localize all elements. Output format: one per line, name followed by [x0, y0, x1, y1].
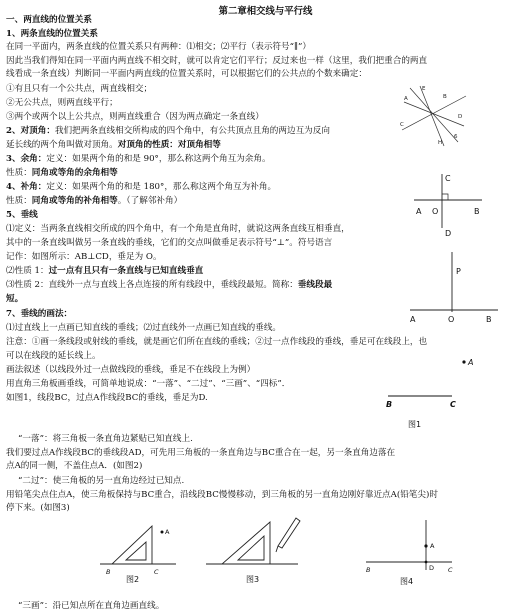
s5-prop1: 过一点有且只有一条直线与已知直线垂直 — [48, 266, 204, 276]
line-4 — [410, 88, 458, 142]
yi-line3: 点A的同一侧，不盖住点A．(如图2) — [6, 461, 143, 471]
point-D — [425, 561, 428, 564]
label-6: 6 — [454, 134, 458, 140]
san-text: 沿已知点所在直角边画直线。 — [52, 601, 165, 611]
triangle-ruler-outer — [222, 522, 270, 564]
s4-property: 同角或等角的补角相等 — [31, 196, 118, 206]
s3-text: 定义：如果两个角的和是 90°，那么称这两个角互为余角。 — [46, 154, 271, 164]
label-O: O — [432, 207, 439, 216]
label-C: C — [450, 400, 456, 409]
s5-line2: 其中的一条直线叫做另一条直线的垂线，它们的交点叫做垂足表示符号“⊥”。符号语言 — [6, 238, 333, 248]
s7-line4: 画法叙述（以线段外过一点做线段的垂线，垂足不在线段上为例） — [6, 365, 256, 375]
label-H: H — [438, 140, 443, 146]
s2-line1 — [6, 126, 330, 137]
label-C: C — [445, 174, 451, 183]
s4-line2 — [6, 196, 182, 207]
label-B: B — [474, 207, 480, 216]
er-line1 — [18, 476, 184, 487]
s5-line3: 记作：如图所示：AB⊥CD，垂足为 O。 — [6, 252, 162, 262]
s1-line4: ①有且只有一个公共点，两直线相交； — [6, 84, 153, 94]
label-B: B — [366, 566, 371, 574]
s1-line2: 因此当我们得知在同一平面内两直线不相交时，就可以肯定它们平行；反过来也一样（这里，我们把重合的两直 — [6, 56, 428, 66]
s5-heading: 5、垂线 — [6, 210, 38, 220]
label-A: A — [410, 315, 416, 324]
section1-heading: 1、两条直线的位置关系 — [6, 29, 98, 39]
s5-line1: ⑴定义：当两条直线相交所成的四个角中，有一个角是直角时，就说这两条直线互相垂直， — [6, 224, 350, 234]
label-B: B — [443, 94, 447, 100]
s5-prop1-label: ⑵性质 1： — [6, 266, 49, 276]
s2-heading: 2、对顶角： — [6, 126, 55, 136]
s5-line5 — [6, 280, 332, 291]
intersecting-lines-figure — [398, 82, 470, 150]
label-D: D — [445, 229, 452, 236]
perpendicular-figure-1 — [404, 170, 494, 236]
label-A: A — [430, 542, 435, 550]
s5-line4 — [6, 266, 203, 277]
s3-line1 — [6, 154, 271, 165]
page-title: 第二章相交线与平行线 — [218, 6, 313, 17]
s7-line5: 用直角三角板画垂线，可简单地说成：“一落”、“二过”、“三画”、“四标”． — [6, 379, 291, 389]
figure-3 — [200, 510, 310, 590]
label-B: B — [486, 315, 492, 324]
s1-line6: ③两个或两个以上公共点，则两直线重合（因为两点确定一条直线） — [6, 112, 264, 122]
point-A — [161, 531, 164, 534]
san-label: “三画”： — [18, 601, 53, 611]
line-2 — [402, 96, 466, 130]
heading-position-relations: 一、两直线的位置关系 — [6, 15, 92, 25]
triangle-ruler-inner — [238, 536, 264, 560]
label-C: C — [448, 566, 453, 574]
label-A: A — [468, 358, 474, 367]
pencil-tip — [276, 546, 278, 552]
s5-prop2-text: ⑶性质 2：直线外一点与直线上各点连接的所有线段中，垂线段最短。简称： — [6, 280, 298, 290]
perpendicular-figure-2 — [404, 246, 504, 330]
s3-property: 同角或等角的余角相等 — [31, 168, 118, 178]
figure-1 — [380, 350, 490, 432]
s7-heading: 7、垂线的画法： — [6, 309, 73, 319]
caption-fig2: 图2 — [126, 575, 140, 584]
yi-text: 将三角板一条直角边紧贴已知直线上. — [52, 434, 193, 444]
s7-line1: ⑴过直线上一点画已知直线的垂线；⑵过直线外一点画已知直线的垂线。 — [6, 323, 282, 333]
label-D: D — [458, 114, 463, 120]
figure-2 — [96, 512, 186, 588]
yi-line2: 我们要过点A作线段BC的垂线段AD，可先用三角板的一条直角边与BC重合在一起，另一条直角边落在 — [6, 448, 396, 458]
s2-property: 对顶角的性质：对顶角相等 — [117, 140, 221, 150]
line-1 — [404, 102, 464, 126]
s5-line6: 短。 — [6, 294, 24, 304]
s3-line2-label: 性质： — [6, 168, 32, 178]
label-C: C — [154, 568, 159, 576]
line-3 — [420, 86, 444, 146]
s3-heading: 3、余角： — [6, 154, 47, 164]
label-C: C — [400, 122, 404, 128]
label-P: P — [456, 267, 461, 276]
er-text: 使三角板的另一直角边经过已知点. — [52, 476, 185, 486]
s7-line3: 可以在线段的延长线上。 — [6, 351, 101, 361]
caption-fig4: 图4 — [400, 577, 414, 586]
s1-line1: 在同一平面内，两条直线的位置关系只有两种：⑴相交；⑵平行（表示符号“∥”） — [6, 42, 311, 52]
figure-4 — [356, 514, 466, 592]
label-B: B — [106, 568, 111, 576]
s2-line2-text: 延长线的两个角叫做对顶角。 — [6, 140, 118, 150]
s3-line2 — [6, 168, 118, 179]
s4-text: 定义：如果两个角的和是 180°，那么称这两个角互为补角。 — [46, 182, 277, 192]
s1-line5: ②无公共点，则两直线平行； — [6, 98, 118, 108]
s7-line2: 注意：①画一条线段或射线的垂线，就是画它们所在直线的垂线；②过一点作线段的垂线，垂足可在线段上，也 — [6, 337, 428, 347]
s1-line3: 线看成一条直线）判断同一平面内两直线的位置关系时，可以根据它们的公共点的个数来确定： — [6, 69, 367, 79]
s4-note: 。（了解邻补角） — [117, 196, 183, 206]
er-line2: 用铅笔尖点住点A，使三角板保持与BC重合，沿线段BC慢慢移动，到三角板的另一直角边刚好靠近点A(铅笔尖)时 — [6, 490, 438, 500]
er-label: “二过”： — [18, 476, 53, 486]
s7-line6: 如图1，线段BC，过点A作线段BC的垂线，垂足为D. — [6, 393, 208, 403]
label-B: B — [386, 400, 393, 409]
yi-label: “一落”： — [18, 434, 53, 444]
s4-line2-label: 性质： — [6, 196, 32, 206]
yi-line1 — [18, 434, 193, 445]
label-D: D — [429, 564, 435, 572]
caption-fig3: 图3 — [246, 575, 260, 584]
s5-prop2-short: 垂线段最 — [297, 280, 333, 290]
caption-fig1: 图1 — [408, 420, 422, 429]
label-E: E — [422, 86, 426, 92]
label-O: O — [448, 315, 455, 324]
point-A — [424, 544, 427, 547]
san-line1 — [18, 601, 164, 612]
er-line3: 停下来。(如图3) — [6, 503, 70, 513]
label-A: A — [165, 528, 170, 536]
label-A: A — [404, 96, 408, 102]
triangle-ruler-inner — [126, 542, 146, 560]
right-angle-mark — [442, 194, 448, 200]
label-A: A — [416, 207, 422, 216]
s4-heading: 4、补角： — [6, 182, 47, 192]
s4-line1 — [6, 182, 276, 193]
s2-text: 我们把两条直线相交所构成的四个角中，有公共顶点且角的两边互为反向 — [54, 126, 330, 136]
pencil-body — [278, 518, 300, 548]
point-A — [462, 360, 465, 363]
s2-line2 — [6, 140, 221, 151]
